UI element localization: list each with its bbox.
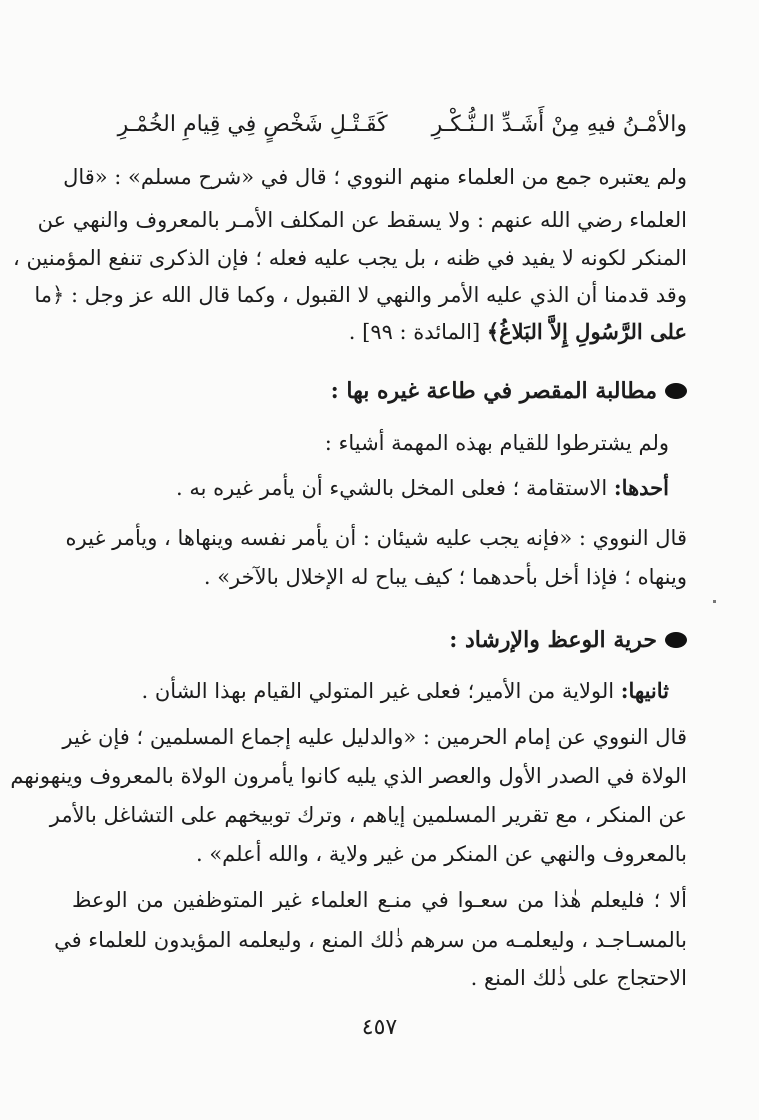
paragraph-3-text: الاستقامة ؛ فعلى المخل بالشيء أن يأمر غيره به . xyxy=(175,476,614,500)
quran-verse: على الرَّسُولِ إِلاَّ البَلاغُ﴾ xyxy=(486,319,687,344)
paragraph-5-label: ثانيها: xyxy=(620,678,669,703)
paragraph-1-line-2: العلماء رضي الله عنهم : ولا يسقط عن المكلف الأمـر بالمعروف والنهي عن xyxy=(37,208,687,232)
paragraph-2: ولم يشترطوا للقيام بهذه المهمة أشياء : xyxy=(324,431,669,455)
paragraph-5 xyxy=(141,676,669,706)
paragraph-7-line-3: الاحتجاج على ذٰلك المنع . xyxy=(470,966,687,990)
section-heading-2 xyxy=(449,625,687,655)
paragraph-6-line-4: بالمعروف والنهي عن المنكر من غير ولاية ، والله أعلم» . xyxy=(195,842,687,866)
paragraph-1-line-5 xyxy=(349,317,687,347)
paragraph-3 xyxy=(176,473,669,503)
quran-reference: [المائدة : ٩٩] . xyxy=(348,320,487,344)
paragraph-4-line-2: وينهاه ؛ فإذا أخل بأحدهما ؛ كيف يباح له الإخلال بالآخر» . xyxy=(203,565,687,589)
paragraph-1-line-1: ولم يعتبره جمع من العلماء منهم النووي ؛ قال في «شرح مسلم» : «قال xyxy=(63,165,687,189)
paragraph-7-line-1: ألا ؛ فليعلم هٰذا من سعـوا في منـع العلماء غير المتوظفين من الوعظ xyxy=(72,888,687,912)
verse-line xyxy=(118,110,687,140)
paragraph-4-line-1: قال النووي : «فإنه يجب عليه شيئان : أن يأمر نفسه وينهاها ، ويأمر غيره xyxy=(65,526,687,550)
paragraph-6-line-2: الولاة في الصدر الأول والعصر الذي يليه كانوا يأمرون الولاة بالمعروف وينهونهم xyxy=(10,764,687,788)
print-mark xyxy=(713,600,716,603)
section-heading-1 xyxy=(331,376,687,406)
paragraph-1-line-4: وقد قدمنا أن الذي عليه الأمر والنهي لا القبول ، وكما قال الله عز وجل : ﴿ما xyxy=(34,283,687,307)
bullet-icon xyxy=(665,632,687,648)
page-number: ٤٥٧ xyxy=(361,1015,398,1040)
paragraph-6-line-1: قال النووي عن إمام الحرمين : «والدليل عليه إجماع المسلمين ؛ فإن غير xyxy=(62,725,687,749)
verse-right-hemistich: والأمْـنُ فيهِ مِنْ أَشَـدِّ الـنُّـكْـرِ xyxy=(431,112,687,137)
verse-left-hemistich: كَقَـتْـلِ شَخْصٍ فِي قِيامِ الخُمْـرِ xyxy=(117,112,388,137)
section-heading-2-text: حرية الوعظ والإرشاد : xyxy=(449,627,657,653)
paragraph-3-label: أحدها: xyxy=(613,475,669,500)
paragraph-7-line-2: بالمسـاجـد ، وليعلمـه من سرهم ذٰلك المنع ، وليعلمه المؤيدون للعلماء في xyxy=(54,928,687,952)
paragraph-5-text: الولاية من الأمير؛ فعلى غير المتولي القيام بهذا الشأن . xyxy=(141,679,621,703)
paragraph-1-line-3: المنكر لكونه لا يفيد في ظنه ، بل يجب عليه فعله ؛ فإن الذكرى تنفع المؤمنين ، xyxy=(12,246,687,270)
section-heading-1-text: مطالبة المقصر في طاعة غيره بها : xyxy=(330,378,657,404)
paragraph-6-line-3: عن المنكر ، مع تقرير المسلمين إياهم ، وترك توبيخهم على التشاغل بالأمر xyxy=(49,803,687,827)
bullet-icon xyxy=(665,383,687,399)
